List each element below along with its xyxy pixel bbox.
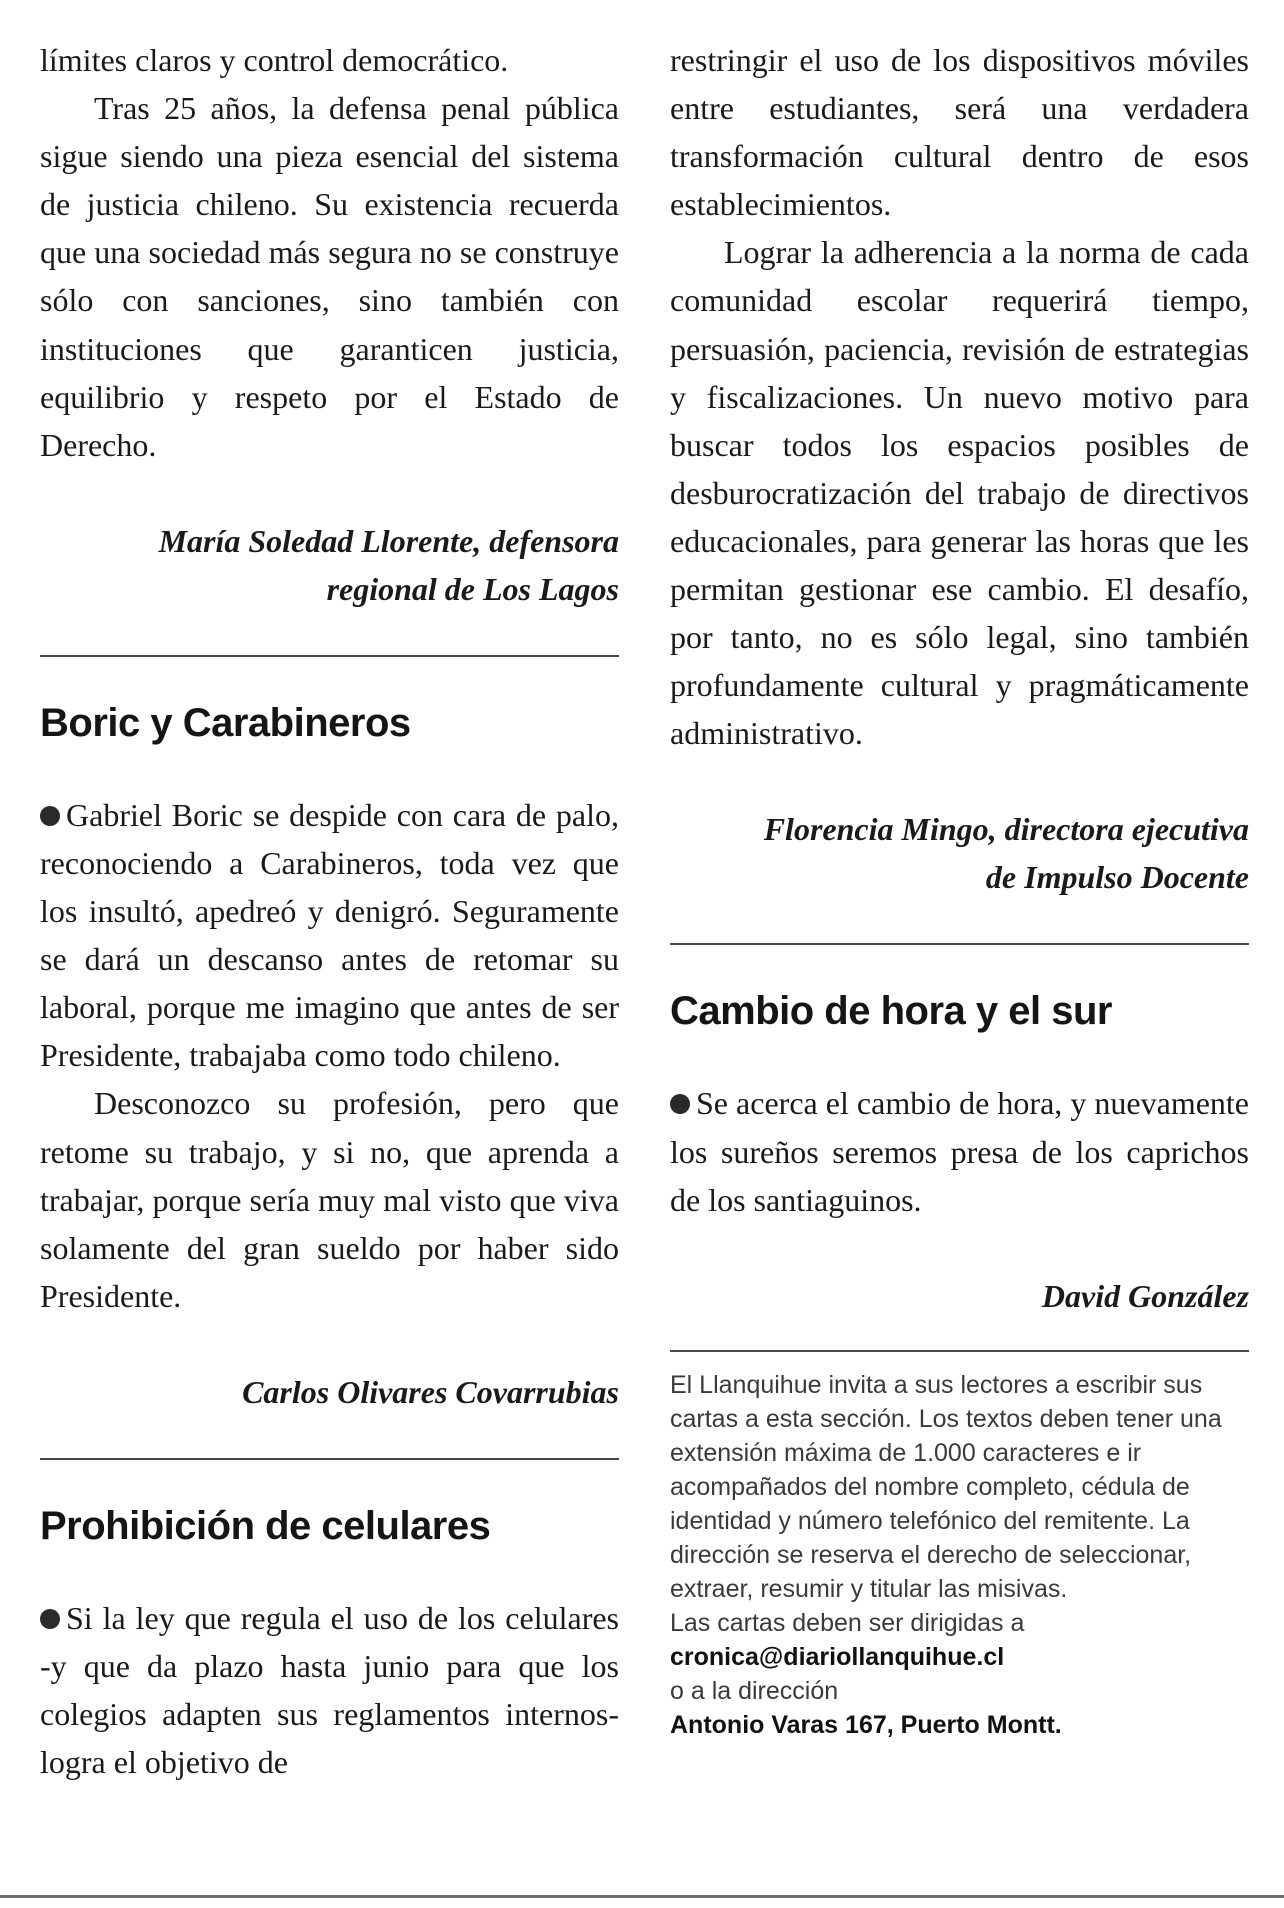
letter-title: Boric y Carabineros bbox=[40, 700, 411, 745]
letter-prohibicion-celulares bbox=[40, 1502, 619, 1786]
signature-line: de Impulso Docente bbox=[985, 859, 1249, 896]
submission-notice bbox=[670, 1368, 1249, 1742]
letter-paragraph: Tras 25 años, la defensa penal pública sigue siendo una pieza esencial del sistema de justicia chileno. Su existencia recuerda que una sociedad más segura no se construye sólo con sanciones, sino también con instituciones que garanticen justicia, equilibrio y respeto por el Estado de Derecho. bbox=[40, 90, 619, 463]
letter-paragraph: Desconozco su profesión, pero que retome su trabajo, y si no, que aprenda a trabajar, porque sería muy mal visto que viva solamente del gran sueldo por haber sido Presidente. bbox=[40, 1085, 619, 1314]
letter-paragraph: restringir el uso de los dispositivos móviles entre estudiantes, será una verdadera transformación cultural dentro de esos establecimientos. bbox=[670, 42, 1249, 223]
signature-line: Florencia Mingo, directora ejecutiva bbox=[763, 811, 1249, 848]
signature-line: María Soledad Llorente, defensora bbox=[158, 522, 619, 559]
letter-paragraph: Gabriel Boric se despide con cara de palo, reconociendo a Carabineros, toda vez que los insultó, apedreó y denigró. Seguramente se dará un descanso antes de retomar su laboral, porque me imagino que antes de ser Presidente, trabajaba como todo chileno. bbox=[40, 796, 619, 1074]
letter-prohibicion-celulares-continued bbox=[670, 36, 1249, 901]
letter-cambio-de-hora bbox=[670, 987, 1249, 1319]
right-column bbox=[670, 36, 1249, 1742]
letter-paragraph: Se acerca el cambio de hora, y nuevamente los sureños seremos presa de los caprichos de los santiaguinos. bbox=[670, 1085, 1249, 1218]
left-column bbox=[40, 36, 619, 1786]
letter-boric-carabineros bbox=[40, 699, 619, 1416]
postal-address: Antonio Varas 167, Puerto Montt. bbox=[670, 1710, 1062, 1739]
notice-directed: Las cartas deben ser dirigidas a bbox=[670, 1608, 1025, 1637]
bullet-icon bbox=[40, 1609, 60, 1629]
notice-text: El Llanquihue invita a sus lectores a escribir sus cartas a esta sección. Los textos deben tener una extensión máxima de 1.000 caracteres e ir acompañados del nombre completo, cédula de identidad y número telefónico del remitente. La dirección se reserva el derecho de seleccionar, extraer, resumir y titular las misivas. bbox=[670, 1370, 1222, 1603]
letter-paragraph: Lograr la adherencia a la norma de cada comunidad escolar requerirá tiempo, persuasión, paciencia, revisión de estrategias y fiscalizaciones. Un nuevo motivo para buscar todos los espacios posibles de desburocratización del trabajo de directivos educacionales, para generar las horas que les permitan gestionar ese cambio. El desafío, por tanto, no es sólo legal, sino también profundamente cultural y pragmáticamente administrativo. bbox=[670, 234, 1249, 752]
bullet-icon bbox=[670, 1094, 690, 1114]
signature-line: regional de Los Lagos bbox=[326, 570, 619, 607]
letter-title: Prohibición de celulares bbox=[40, 1503, 491, 1548]
page-bottom-rule bbox=[0, 1895, 1284, 1898]
letter-defensa-penal bbox=[40, 36, 619, 613]
letter-paragraph: límites claros y control democrático. bbox=[40, 42, 509, 78]
notice-or-address: o a la dirección bbox=[670, 1676, 839, 1705]
letter-title: Cambio de hora y el sur bbox=[670, 989, 1112, 1034]
signature-line: David González bbox=[1041, 1277, 1249, 1314]
bullet-icon bbox=[40, 806, 60, 826]
letter-paragraph: Si la ley que regula el uso de los celulares -y que da plazo hasta junio para que los colegios adapten sus reglamentos internos- logra el objetivo de bbox=[40, 1599, 619, 1781]
contact-email[interactable]: cronica@diariollanquihue.cl bbox=[670, 1642, 1005, 1671]
signature-line: Carlos Olivares Covarrubias bbox=[242, 1373, 619, 1410]
